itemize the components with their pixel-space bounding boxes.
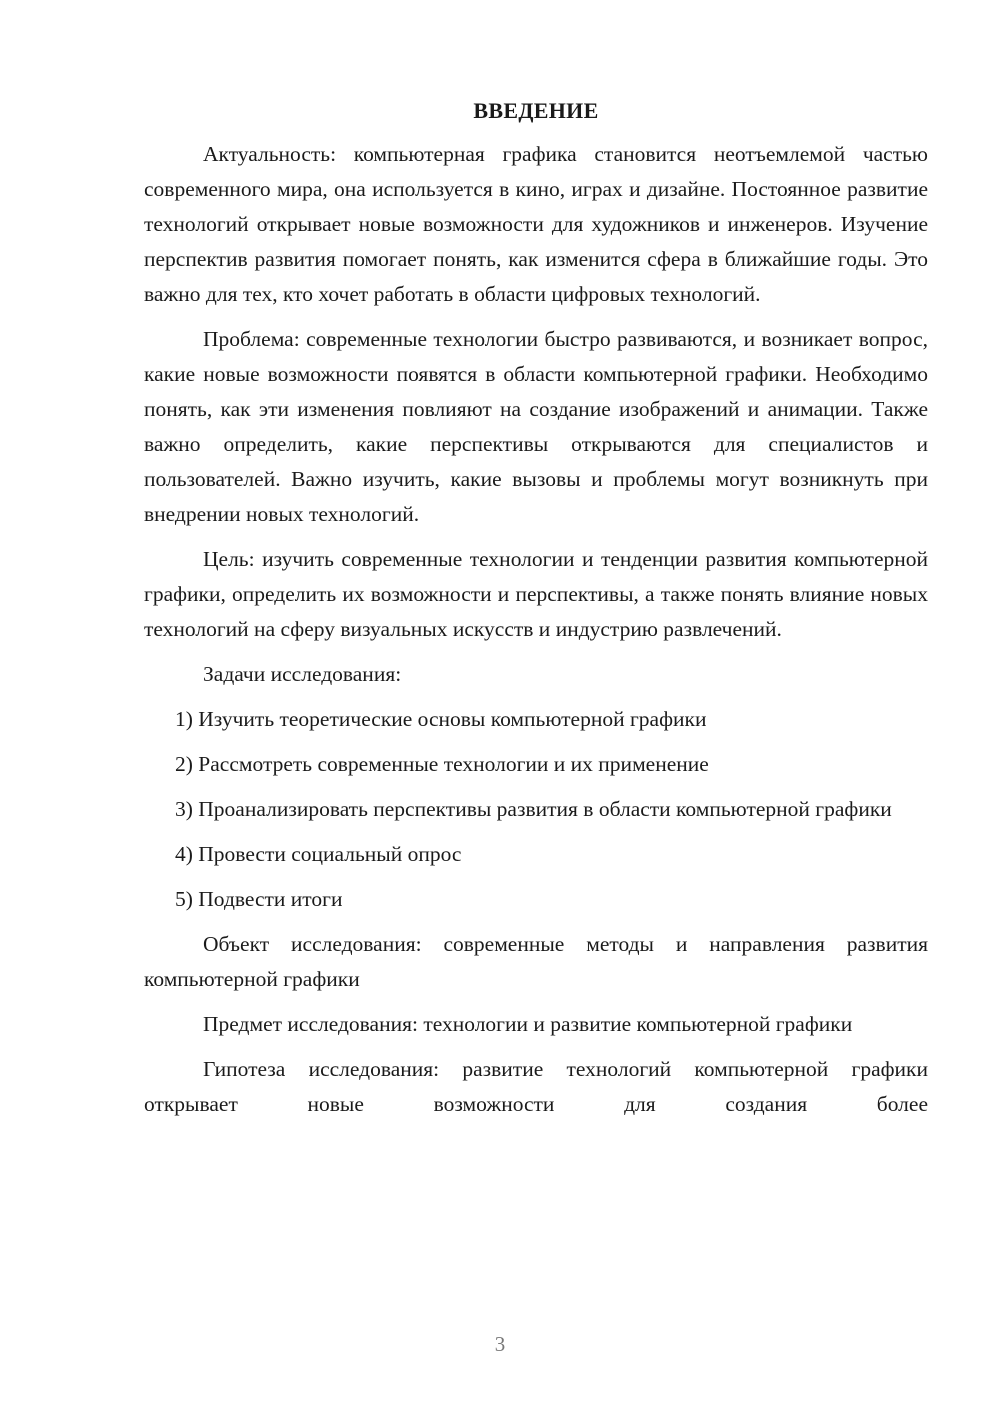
problem-paragraph: Проблема: современные технологии быстро развиваются, и возникает вопрос, какие новые возможности появятся в области компьютерной графики. Необходимо понять, как эти изменения повлияют на создание изображений и анимации. Также важно определить, какие перспективы открываются для специалистов и пользователей. Важно изучить, какие вызовы и проблемы могут возникнуть при внедрении новых технологий. — [144, 327, 928, 526]
goal-paragraph: Цель: изучить современные технологии и тенденции развития компьютерной графики, определить их возможности и перспективы, а также понять влияние новых технологий на сферу визуальных искусств и индустрию развлечений. — [144, 547, 928, 641]
document-page — [144, 95, 928, 1132]
task-item: 1) Изучить теоретические основы компьютерной графики — [175, 707, 707, 731]
hypothesis-paragraph: Гипотеза исследования: развитие технологий компьютерной графики открывает новые возможности для создания более — [144, 1057, 928, 1116]
task-item: 5) Подвести итоги — [175, 887, 343, 911]
task-item: 2) Рассмотреть современные технологии и их применение — [175, 752, 709, 776]
relevance-paragraph: Актуальность: компьютерная графика становится неотъемлемой частью современного мира, она используется в кино, играх и дизайне. Постоянное развитие технологий открывает новые возможности для художников и инженеров. Изучение перспектив развития помогает понять, как изменится сфера в ближайшие годы. Это важно для тех, кто хочет работать в области цифровых технологий. — [144, 142, 928, 306]
task-item: 4) Провести социальный опрос — [175, 842, 462, 866]
object-paragraph: Объект исследования: современные методы и направления развития компьютерной графики — [144, 932, 928, 991]
subject-paragraph: Предмет исследования: технологии и развитие компьютерной графики — [203, 1012, 853, 1036]
task-item: 3) Проанализировать перспективы развития в области компьютерной графики — [175, 797, 892, 821]
section-title: ВВЕДЕНИЕ — [473, 98, 599, 123]
page-number: 3 — [494, 1332, 506, 1356]
tasks-heading: Задачи исследования: — [203, 662, 402, 686]
